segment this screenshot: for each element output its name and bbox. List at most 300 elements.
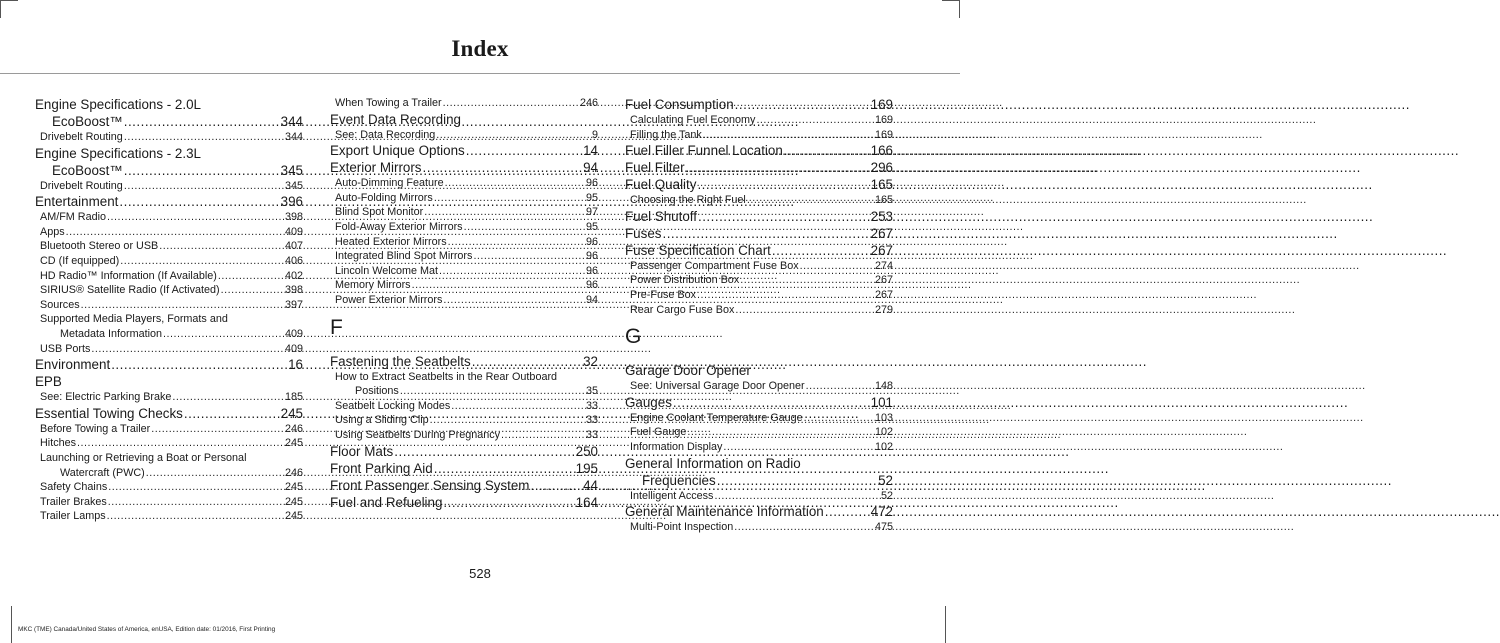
dot-leader [806, 379, 874, 394]
dot-leader [697, 288, 874, 303]
entry-text: Passenger Compartment Fuse Box [630, 259, 799, 272]
entry-text: See: Universal Garage Door Opener [630, 380, 805, 393]
entry-page: 402 [284, 269, 303, 282]
entry-page: 245 [284, 437, 303, 450]
dot-leader [124, 162, 280, 179]
dot-leader [423, 159, 583, 176]
entry-page: 102 [874, 440, 893, 453]
entry-continuation [335, 384, 598, 399]
index-subentry [625, 303, 893, 318]
section-letter: F [330, 315, 343, 339]
entry-text: Sources [40, 298, 80, 311]
dot-leader [464, 220, 585, 235]
index-entry [625, 208, 893, 225]
entry-text: Trailer Brakes [40, 495, 107, 508]
dot-leader [501, 428, 585, 443]
entry-text: Using Seatbelts During Pregnancy [335, 428, 501, 441]
entry-page: 250 [575, 443, 598, 459]
index-subentry [625, 128, 893, 143]
entry-page: 195 [575, 460, 598, 476]
entry-page: 9 [591, 128, 598, 141]
entry-text: Seatbelt Locking Modes [335, 399, 451, 412]
dot-leader [434, 191, 585, 206]
index-entry [35, 193, 303, 210]
entry-page: 33 [585, 428, 598, 441]
entry-text: Power Exterior Mirrors [335, 293, 443, 306]
dot-leader [394, 443, 574, 460]
crop-mark [0, 0, 1, 18]
dot-leader [703, 128, 874, 143]
dot-leader [825, 503, 870, 520]
entry-page: 345 [284, 179, 303, 192]
index-subentry [330, 264, 598, 279]
entry-text: Drivebelt Routing [40, 131, 123, 143]
dot-leader [735, 96, 870, 113]
index-subentry [330, 293, 598, 308]
entry-page: 398 [284, 211, 303, 224]
entry-page: 169 [874, 114, 893, 126]
dot-leader [747, 193, 874, 208]
index-subentry [35, 509, 303, 524]
entry-text: Integrated Blind Spot Mirrors [335, 250, 473, 263]
entry-page: 245 [284, 481, 303, 494]
entry-page: 279 [874, 303, 893, 316]
index-entry [35, 96, 303, 130]
entry-page: 245 [284, 495, 303, 508]
entry-text: Memory Mirrors [335, 279, 411, 292]
entry-page: 96 [585, 279, 598, 292]
entry-page: 344 [280, 114, 303, 129]
entry-page: 409 [284, 342, 303, 355]
entry-text: Fuel Shutoff [625, 208, 697, 224]
dot-leader [124, 113, 280, 130]
dot-leader [436, 128, 591, 143]
index-subentry [330, 220, 598, 235]
entry-text: Blind Spot Monitor [335, 206, 424, 219]
entry-page: 245 [280, 405, 303, 421]
entry-page: 267 [874, 274, 893, 287]
dot-leader [686, 159, 870, 176]
dot-leader [687, 425, 874, 440]
entry-page: 95 [585, 220, 598, 233]
entry-page: 246 [284, 422, 303, 435]
index-subentry [330, 428, 598, 443]
dot-leader [430, 413, 585, 428]
index-subentry [35, 451, 303, 480]
entry-text: Apps [40, 225, 65, 238]
index-subentry [625, 288, 893, 303]
entry-text: Bluetooth Stereo or USB [40, 240, 159, 253]
dot-leader [734, 520, 874, 535]
entry-page: 16 [288, 357, 303, 373]
entry-text: Filling the Tank [630, 128, 702, 141]
entry-text: Multi-Point Inspection [630, 521, 734, 534]
index-subentry [330, 399, 598, 414]
dot-leader [784, 142, 870, 159]
dot-leader [466, 142, 582, 159]
index-entry [625, 242, 893, 259]
index-entry [35, 356, 303, 373]
entry-text: Entertainment [35, 194, 119, 210]
index-subentry [35, 480, 303, 495]
index-subentry [625, 411, 893, 426]
entry-text: General Maintenance Information [625, 504, 824, 520]
index-entry [625, 394, 893, 411]
index-subentry [330, 413, 598, 428]
entry-text: Launching or Retrieving a Boat or Personal [40, 451, 247, 464]
entry-text: When Towing a Trailer [335, 97, 442, 109]
dot-leader [107, 509, 284, 524]
entry-page: 169 [870, 97, 893, 112]
entry-text: Fuses [625, 225, 662, 241]
entry-page: 245 [284, 510, 303, 523]
entry-page: 267 [870, 242, 893, 258]
entry-text: Pre-Fuse Box [630, 288, 697, 301]
entry-text: Choosing the Right Fuel [630, 194, 746, 207]
entry-page: 52 [880, 489, 893, 502]
entry-page: 94 [583, 160, 598, 176]
entry-page: 344 [284, 131, 303, 143]
dot-leader [107, 210, 284, 225]
entry-page: 185 [284, 391, 303, 404]
entry-text: Metadata Information [60, 327, 163, 340]
dot-leader [697, 176, 869, 193]
entry-page: 33 [585, 414, 598, 427]
dot-leader [120, 254, 284, 269]
entry-page: 33 [585, 399, 598, 412]
entry-text: See: Data Recording [335, 128, 436, 141]
dot-leader [439, 264, 585, 279]
entry-text: Gauges [625, 394, 672, 410]
entry-page: 409 [284, 225, 303, 238]
entry-text: Auto-Dimming Feature [335, 177, 444, 190]
entry-text: Positions [355, 385, 399, 398]
entry-text: General Information on Radio [625, 455, 801, 471]
entry-page: 35 [585, 385, 598, 398]
dot-leader [163, 327, 284, 342]
entry-text: Fold-Away Exterior Mirrors [335, 220, 463, 233]
dot-leader [443, 494, 574, 511]
entry-page: 32 [583, 353, 598, 369]
entry-continuation [40, 466, 303, 481]
entry-page: 52 [878, 472, 893, 488]
dot-leader [424, 205, 585, 220]
entry-page: 246 [284, 466, 303, 479]
index-column-3 [625, 96, 893, 535]
entry-text: Trailer Lamps [40, 510, 106, 523]
entry-text: How to Extract Seatbelts in the Rear Outboard [335, 370, 558, 383]
entry-text: Fuel Consumption [625, 97, 734, 112]
dot-leader [717, 472, 877, 489]
entry-text: Exterior Mirrors [330, 160, 422, 176]
dot-leader [111, 356, 287, 373]
dot-leader [124, 130, 284, 145]
entry-text: HD Radio™ Information (If Available) [40, 269, 217, 282]
entry-page: 169 [874, 128, 893, 141]
dot-leader [221, 283, 284, 298]
index-subentry [35, 179, 303, 194]
entry-page: 397 [284, 298, 303, 311]
index-subentry [35, 225, 303, 240]
entry-text: Frequencies [642, 472, 716, 488]
index-subentry [625, 425, 893, 440]
dot-leader [714, 489, 880, 504]
crop-mark [11, 606, 12, 643]
index-subentry [35, 390, 303, 405]
entry-text: Heated Exterior Mirrors [335, 235, 447, 248]
entry-text: Rear Cargo Fuse Box [630, 303, 735, 316]
dot-leader [400, 384, 585, 399]
entry-text: AM/FM Radio [40, 211, 106, 224]
page-title: Index [451, 36, 509, 61]
entry-text: EcoBoost™ [52, 114, 123, 129]
header-divider [0, 73, 960, 74]
entry-text: Engine Specifications - 2.0L [35, 97, 201, 112]
dot-leader [218, 269, 284, 284]
entry-text: Watercraft (PWC) [60, 466, 145, 479]
dot-leader [698, 208, 870, 225]
entry-page: 409 [284, 327, 303, 340]
index-subentry [625, 379, 893, 394]
entry-text: Fuse Specification Chart [625, 242, 771, 258]
index-entry: EPB [35, 374, 62, 390]
index-entry [330, 494, 598, 511]
dot-leader [66, 225, 284, 240]
dot-leader [81, 298, 284, 313]
entry-page: 165 [870, 177, 893, 193]
entry-text: Floor Mats [330, 443, 394, 459]
dot-leader [723, 440, 874, 455]
entry-page: 274 [874, 259, 893, 272]
entry-page: 44 [583, 477, 598, 493]
index-column-1 [35, 96, 303, 524]
entry-page: 253 [870, 208, 893, 224]
index-entry [625, 176, 893, 193]
entry-text: Safety Chains [40, 481, 108, 494]
dot-leader [673, 394, 870, 411]
index-subentry [625, 440, 893, 455]
entry-page: 296 [870, 160, 893, 176]
entry-page: 166 [870, 143, 893, 159]
entry-text: Essential Towing Checks [35, 405, 183, 421]
entry-text: Supported Media Players, Formats and [40, 313, 228, 326]
entry-page: 246 [579, 97, 598, 109]
entry-text: Export Unique Options [330, 143, 465, 159]
index-entry [625, 225, 893, 242]
dot-leader [473, 249, 585, 264]
entry-page: 267 [870, 225, 893, 241]
dot-leader [412, 278, 585, 293]
index-subentry [625, 259, 893, 274]
dot-leader [172, 390, 284, 405]
index-subentry [625, 113, 893, 128]
footer-edition-text: MKC (TME) Canada/United States of America, enUSA, Edition date: 01/2016, First Printing [18, 626, 276, 633]
crop-mark [942, 0, 960, 1]
dot-leader [184, 405, 280, 422]
entry-text: Calculating Fuel Economy [630, 114, 756, 126]
index-subentry [330, 278, 598, 293]
entry-page: 102 [874, 426, 893, 439]
index-subentry [35, 312, 303, 341]
index-entry [330, 142, 598, 159]
dot-leader [740, 273, 874, 288]
entry-page: 148 [874, 380, 893, 393]
entry-text: See: Electric Parking Brake [40, 391, 172, 404]
page-number: 528 [469, 566, 491, 581]
index-subentry [330, 191, 598, 206]
index-subentry [35, 239, 303, 254]
index-subentry [35, 269, 303, 284]
entry-text: Using a Sliding Clip [335, 414, 429, 427]
entry-page: 475 [874, 521, 893, 534]
entry-text: CD (If equipped) [40, 254, 120, 267]
dot-leader [119, 193, 279, 210]
entry-page: 472 [870, 504, 893, 520]
entry-page: 101 [870, 394, 893, 410]
index-subentry [35, 298, 303, 313]
entry-continuation [35, 113, 303, 130]
index-subentry [35, 495, 303, 510]
entry-page: 103 [874, 411, 893, 424]
index-subentry [35, 254, 303, 269]
dot-leader [159, 239, 284, 254]
entry-page: 96 [585, 250, 598, 263]
entry-page: 165 [874, 194, 893, 207]
index-entry: Garage Door Opener [625, 363, 751, 379]
dot-leader [445, 176, 585, 191]
dot-leader [800, 259, 874, 274]
entry-continuation [35, 162, 303, 179]
entry-page: 407 [284, 240, 303, 253]
entry-text: EcoBoost™ [52, 162, 123, 178]
dot-leader [662, 225, 869, 242]
dot-leader [735, 303, 874, 318]
index-entry [625, 142, 893, 159]
entry-text: Before Towing a Trailer [40, 422, 151, 435]
entry-text: Power Distribution Box [630, 274, 740, 287]
dot-leader [77, 436, 284, 451]
entry-page: 406 [284, 254, 303, 267]
entry-page: 345 [280, 162, 303, 178]
entry-text: Fastening the Seatbelts [330, 353, 471, 369]
dot-leader [472, 353, 582, 370]
entry-text: Front Parking Aid [330, 460, 433, 476]
index-entry [625, 96, 893, 113]
entry-text: USB Ports [40, 342, 91, 355]
entry-text: Fuel and Refueling [330, 494, 443, 510]
crop-mark [959, 0, 960, 18]
crop-mark [945, 606, 946, 643]
index-subentry [330, 176, 598, 191]
entry-text: Engine Specifications - 2.3L [35, 145, 201, 161]
dot-leader [146, 466, 284, 481]
dot-leader [448, 235, 585, 250]
entry-text: Environment [35, 357, 111, 373]
entry-text: Auto-Folding Mirrors [335, 191, 433, 204]
entry-page: 96 [585, 235, 598, 248]
entry-continuation [40, 327, 303, 342]
dot-leader [108, 480, 284, 495]
index-subentry [35, 283, 303, 298]
dot-leader [443, 96, 579, 111]
entry-continuation [625, 472, 893, 489]
index-entry [330, 353, 598, 370]
index-subentry [625, 489, 893, 504]
entry-page: 14 [583, 143, 598, 159]
index-entry [625, 159, 893, 176]
index-subentry [625, 193, 893, 208]
entry-page: 97 [585, 206, 598, 219]
dot-leader [151, 422, 284, 437]
index-entry [330, 460, 598, 477]
dot-leader [443, 293, 585, 308]
dot-leader [451, 399, 585, 414]
index-subentry [330, 235, 598, 250]
entry-text: Intelligent Access [630, 489, 714, 502]
index-entry [625, 455, 893, 489]
crop-mark [0, 0, 18, 1]
index-subentry [35, 130, 303, 145]
entry-text: Drivebelt Routing [40, 179, 123, 192]
dot-leader [756, 113, 874, 128]
index-subentry [35, 210, 303, 225]
entry-text: Fuel Filler Funnel Location [625, 143, 783, 159]
index-subentry [35, 422, 303, 437]
dot-leader [530, 477, 582, 494]
entry-page: 94 [585, 293, 598, 306]
entry-text: Front Passenger Sensing System [330, 477, 530, 493]
dot-leader [804, 411, 874, 426]
index-entry [35, 405, 303, 422]
entry-page: 96 [585, 264, 598, 277]
dot-leader [91, 342, 284, 357]
index-entry [330, 477, 598, 494]
entry-page: 164 [575, 494, 598, 510]
index-subentry [35, 342, 303, 357]
index-subentry [330, 128, 598, 143]
index-subentry [625, 273, 893, 288]
entry-text: Engine Coolant Temperature Gauge [630, 411, 803, 424]
index-entry [35, 145, 303, 179]
entry-text: Fuel Gauge [630, 426, 687, 439]
entry-page: 267 [874, 288, 893, 301]
entry-page: 96 [585, 177, 598, 190]
index-subentry [35, 436, 303, 451]
entry-text: SIRIUS® Satellite Radio (If Activated) [40, 284, 220, 297]
entry-text: Fuel Quality [625, 177, 697, 193]
dot-leader [434, 460, 575, 477]
entry-page: 398 [284, 284, 303, 297]
index-entry: Event Data Recording [330, 111, 462, 127]
index-entry [330, 159, 598, 176]
entry-text: Lincoln Welcome Mat [335, 264, 439, 277]
index-subentry [330, 249, 598, 264]
index-subentry [330, 96, 598, 111]
index-subentry [625, 520, 893, 535]
index-entry [330, 443, 598, 460]
index-column-2 [330, 96, 598, 511]
entry-text: Hitches [40, 437, 77, 450]
section-letter: G [625, 325, 642, 349]
entry-page: 95 [585, 191, 598, 204]
entry-page: 396 [280, 194, 303, 210]
index-subentry [330, 370, 598, 399]
index-entry [625, 503, 893, 520]
entry-text: Information Display [630, 440, 723, 453]
index-subentry [330, 205, 598, 220]
dot-leader [124, 179, 284, 194]
dot-leader [772, 242, 870, 259]
